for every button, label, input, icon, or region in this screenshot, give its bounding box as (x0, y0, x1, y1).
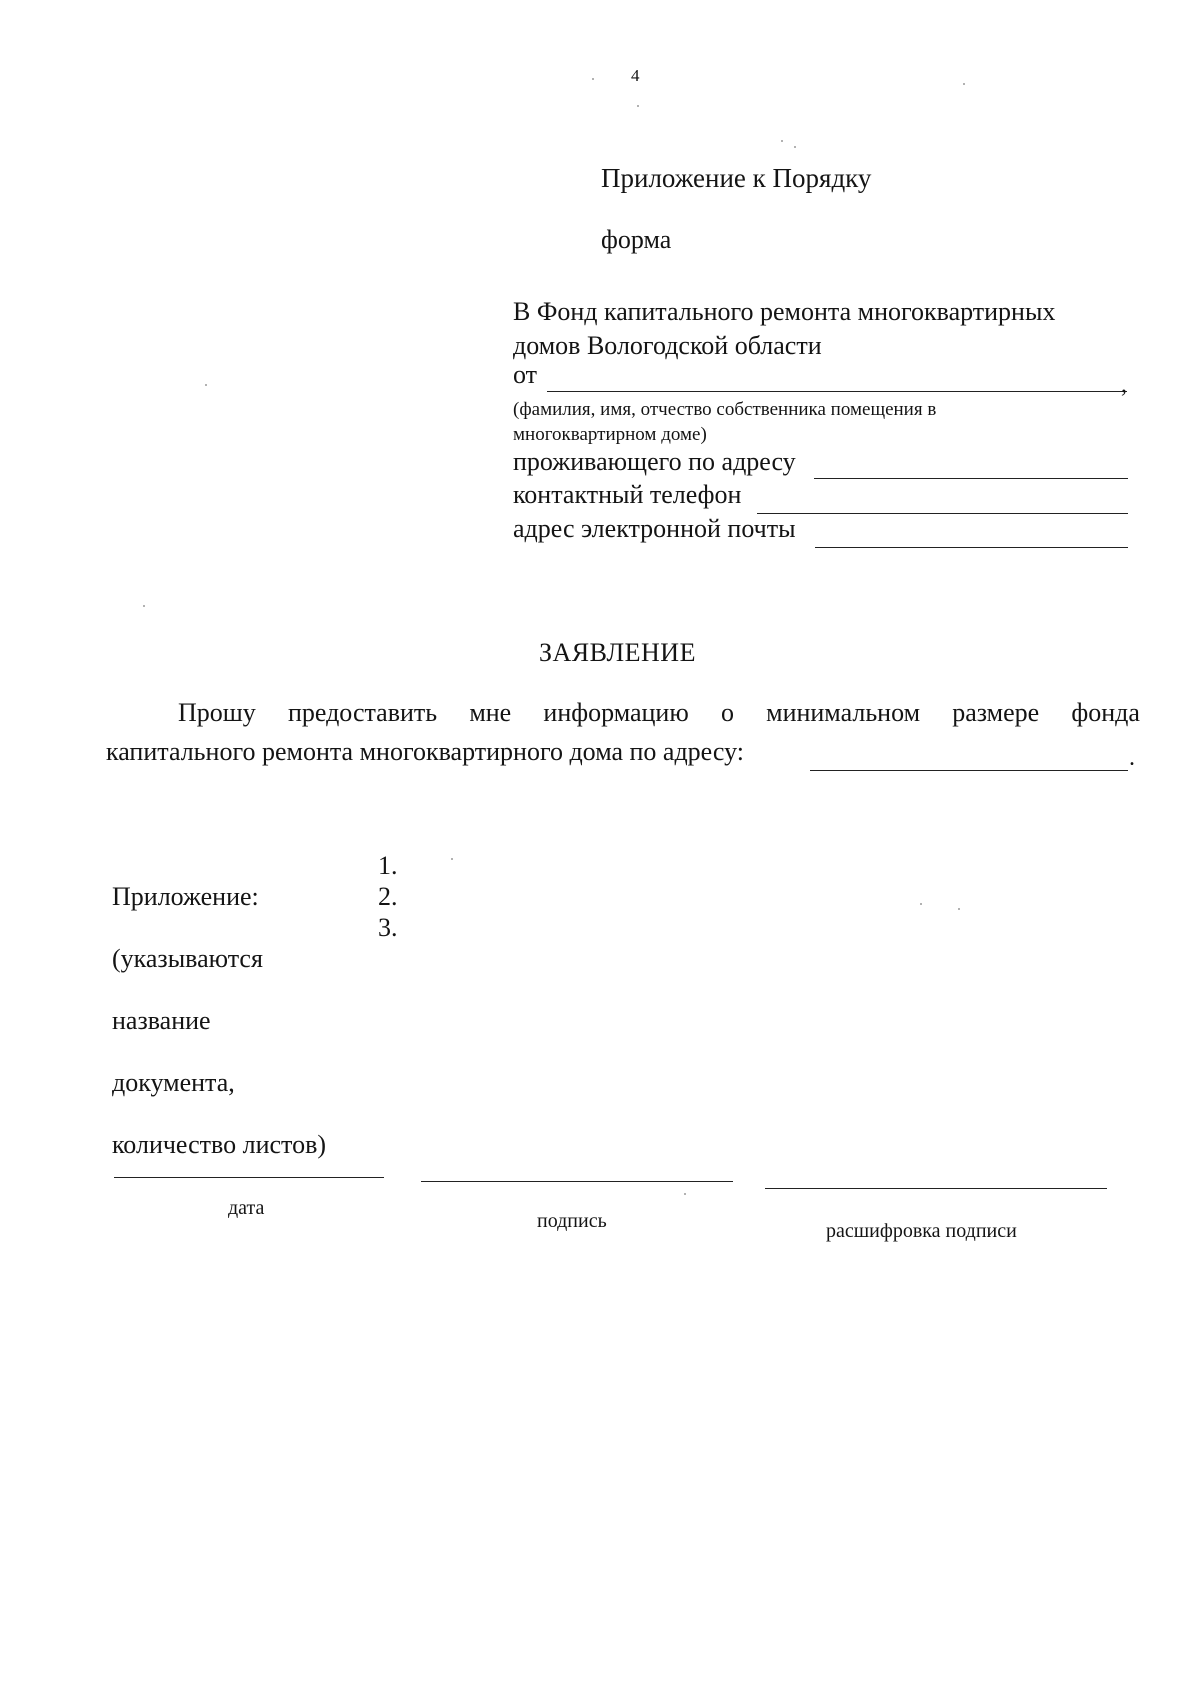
scan-speck (451, 858, 453, 860)
statement-word: минимальном (766, 698, 921, 727)
page-number: 4 (631, 66, 640, 85)
statement-word: мне (469, 698, 512, 727)
form-label: форма (601, 225, 672, 254)
attachments-label-line: название (112, 1006, 211, 1035)
signature-decoding-field[interactable] (765, 1188, 1107, 1189)
attachments-label-line: (указываются (112, 944, 263, 973)
statement-word: информацию (543, 698, 689, 727)
phone-label: контактный телефон (513, 480, 742, 509)
scan-speck (684, 1193, 686, 1195)
statement-word: Прошу (178, 698, 256, 727)
scan-speck (963, 83, 965, 85)
scan-speck (958, 908, 960, 910)
scan-speck (781, 140, 783, 142)
statement-word: размере (952, 698, 1040, 727)
attachments-label-line: количество листов) (112, 1130, 327, 1159)
from-label: от (513, 360, 538, 389)
addressee-line-2: домов Вологодской области (513, 331, 822, 360)
scan-speck (592, 78, 594, 80)
attachment-item[interactable]: 2. (378, 882, 398, 911)
owner-name-hint (513, 397, 936, 447)
scan-speck (143, 605, 145, 607)
scan-speck (920, 903, 922, 905)
date-caption: дата (228, 1197, 265, 1219)
scan-speck (794, 146, 796, 148)
date-field[interactable] (114, 1177, 384, 1178)
signature-field[interactable] (421, 1181, 733, 1182)
addressee-line-1: В Фонд капитального ремонта многоквартирных (513, 297, 1056, 326)
statement-line-2: капитального ремонта многоквартирного дома по адресу: (106, 737, 744, 766)
owner-name-hint-line-1: (фамилия, имя, отчество собственника помещения в (513, 399, 937, 420)
statement-period: . (1129, 745, 1135, 771)
attachment-item[interactable]: 3. (378, 913, 398, 942)
attachments-list (378, 850, 398, 943)
from-comma: , (1121, 372, 1127, 398)
scan-speck (637, 105, 639, 107)
from-name-field[interactable] (547, 391, 1127, 392)
house-address-field[interactable] (810, 770, 1128, 771)
statement-word: фонда (1071, 698, 1140, 727)
phone-field[interactable] (757, 513, 1128, 514)
statement-title: ЗАЯВЛЕНИЕ (539, 638, 696, 667)
address-field[interactable] (814, 478, 1128, 479)
attachments-label-line: документа, (112, 1068, 235, 1097)
statement-line-1 (106, 698, 1140, 728)
email-field[interactable] (815, 547, 1128, 548)
appendix-title: Приложение к Порядку (601, 163, 872, 193)
statement-word: о (720, 698, 734, 727)
attachment-item[interactable]: 1. (378, 851, 398, 880)
owner-name-hint-line-2: многоквартирном доме) (513, 424, 707, 445)
attachments-label (112, 850, 326, 1191)
addressee-block (513, 295, 1055, 363)
statement-word: предоставить (287, 698, 438, 727)
attachments-label-line: Приложение: (112, 882, 259, 911)
email-label: адрес электронной почты (513, 514, 796, 543)
address-label: проживающего по адресу (513, 447, 796, 476)
signature-caption: подпись (537, 1210, 607, 1232)
signature-decoding-caption: расшифровка подписи (826, 1220, 1017, 1242)
scan-speck (205, 384, 207, 386)
